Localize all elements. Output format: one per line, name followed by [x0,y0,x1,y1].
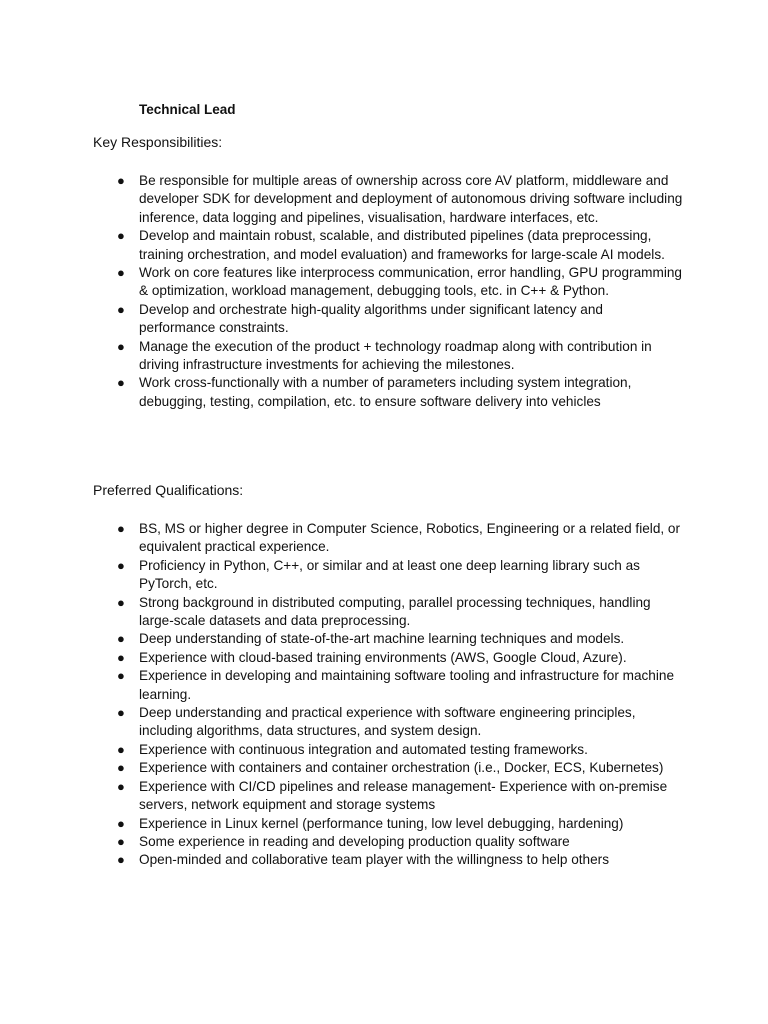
preferred-qualifications-list [93,520,683,870]
list-item-text: Experience in Linux kernel (performance tuning, low level debugging, hardening) [139,815,624,831]
list-item [93,851,683,869]
list-item [93,338,683,375]
list-item-text: Open-minded and collaborative team player with the willingness to help others [139,852,609,868]
bullet-icon: ● [117,265,125,281]
list-item-text: Work on core features like interprocess communication, error handling, GPU programming & optimization, workload management, debugging tools, etc. in C++ & Python. [139,265,682,299]
bullet-icon: ● [117,521,125,536]
list-item [93,172,683,227]
list-item [93,630,683,648]
list-item [93,649,683,667]
bullet-icon: ● [117,301,125,317]
list-item-text: Manage the execution of the product + technology roadmap along with contribution in driving infrastructure investments for achieving the milestones. [139,338,652,373]
list-item-text: Experience with continuous integration and automated testing frameworks. [139,741,588,757]
list-item [93,374,683,411]
bullet-icon: ● [117,338,125,354]
list-item-text: Strong background in distributed computing, parallel processing techniques, handling large-scale datasets and data preprocessing. [139,594,651,629]
bullet-icon: ● [117,649,125,665]
list-item [93,815,683,833]
list-item-text: Work cross-functionally with a number of parameters including system integration, debugging, testing, compilation, etc. to ensure software delivery into vehicles [139,375,632,409]
list-item-text: Experience with containers and container orchestration (i.e., Docker, ECS, Kubernetes) [139,760,664,776]
list-item-text: Develop and orchestrate high-quality algorithms under significant latency and performance constraints. [139,301,603,336]
bullet-icon: ● [117,594,125,610]
bullet-icon: ● [117,173,125,188]
preferred-qualifications-heading: Preferred Qualifications: [93,482,244,498]
list-item [93,557,683,594]
bullet-icon: ● [117,760,125,776]
bullet-icon: ● [117,852,125,868]
list-item [93,741,683,759]
bullet-icon: ● [117,815,125,831]
bullet-icon: ● [117,778,125,794]
list-item [93,520,683,557]
bullet-icon: ● [117,631,125,647]
list-item [93,704,683,741]
bullet-icon: ● [117,741,125,757]
list-item-text: Deep understanding and practical experience with software engineering principles, including algorithms, data structures, and system design. [139,705,636,739]
list-item-text: Proficiency in Python, C++, or similar and at least one deep learning library such as PyTorch, etc. [139,557,640,592]
list-item [93,778,683,815]
list-item-text: Develop and maintain robust, scalable, and distributed pipelines (data preprocessing, training orchestration, and model evaluation) and frameworks for large-scale AI models. [139,228,665,262]
list-item-text: Be responsible for multiple areas of ownership across core AV platform, middleware and developer SDK for development and deployment of autonomous driving software including inference, data logging and pipelines, visualisation, hardware interfaces, etc. [139,173,683,225]
list-item [93,264,683,301]
key-responsibilities-list [93,172,683,411]
bullet-icon: ● [117,705,125,721]
bullet-icon: ● [117,228,125,244]
list-item-text: Experience with CI/CD pipelines and release management- Experience with on-premise servers, network equipment and storage systems [139,778,668,813]
list-item-text: Experience with cloud-based training environments (AWS, Google Cloud, Azure). [139,649,627,665]
list-item [93,667,683,704]
bullet-icon: ● [117,557,125,573]
key-responsibilities-heading: Key Responsibilities: [93,134,223,150]
list-item [93,301,683,338]
list-item [93,227,683,264]
list-item-text: Experience in developing and maintaining software tooling and infrastructure for machine learning. [139,668,675,702]
list-item [93,833,683,851]
list-item-text: Deep understanding of state-of-the-art machine learning techniques and models. [139,631,625,647]
list-item [93,594,683,631]
job-title: Technical Lead [139,102,236,117]
list-item-text: Some experience in reading and developing production quality software [139,833,570,849]
bullet-icon: ● [117,833,125,849]
list-item-text: BS, MS or higher degree in Computer Science, Robotics, Engineering or a related field, or equivalent practical experience. [139,521,681,555]
bullet-icon: ● [117,668,125,684]
bullet-icon: ● [117,375,125,391]
list-item [93,759,683,777]
